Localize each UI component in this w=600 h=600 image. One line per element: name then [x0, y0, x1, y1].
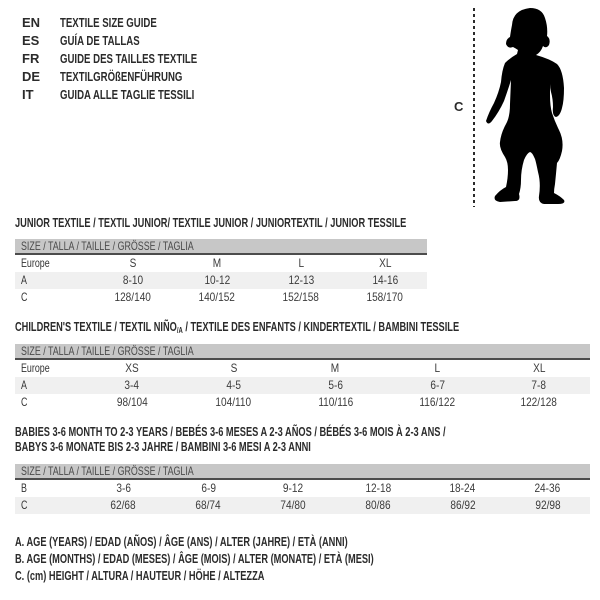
size-value-cell: 7-8	[531, 378, 547, 392]
junior-size-table	[15, 216, 427, 306]
babies-table-header-bar: SIZE / TALLA / TAILLE / GRÖSSE / TAGLIA	[15, 464, 590, 480]
language-code: ES	[22, 33, 40, 48]
size-value-cell: 104/110	[215, 395, 252, 409]
size-value-cell: 12-18	[365, 481, 391, 495]
junior-row-europe	[15, 255, 427, 272]
size-value-cell: M	[212, 256, 222, 270]
row-label: A	[21, 378, 27, 392]
size-value-cell: XL	[532, 361, 546, 375]
children-table-rows	[15, 360, 590, 411]
size-value-cell: 152/158	[282, 290, 320, 304]
language-title-row	[22, 50, 245, 68]
size-value-cell: S	[129, 256, 137, 270]
language-guide-title: GUIDE DES TAILLES TEXTILE	[60, 51, 198, 66]
baby-silhouette-path	[486, 8, 564, 204]
size-value-cell: 6-9	[200, 481, 216, 495]
measure-footnotes	[15, 534, 500, 585]
language-title-row	[22, 32, 245, 50]
size-value-cell: 116/122	[419, 395, 456, 409]
babies-row-c	[15, 497, 590, 514]
size-value-cell: S	[230, 361, 238, 375]
height-measure-label: C	[454, 99, 464, 114]
children-row-c	[15, 394, 590, 411]
size-value-cell: 5-6	[328, 378, 343, 392]
children-row-a	[15, 377, 590, 394]
size-value-cell: 3-6	[116, 481, 131, 495]
size-value-cell: L	[434, 361, 441, 375]
row-label: A	[21, 273, 27, 287]
children-size-table	[15, 320, 590, 411]
babies-table-title: BABIES 3-6 MONTH TO 2-3 YEARS / BEBÉS 3-6 MESES A 2-3 AÑOS / BÉBÉS 3-6 MOIS À 2-3 ANS / BABYS 3-6 MONATE BIS 2-3 JAHRE / BAMBINI 3-6 MESI A 2-3 ANNI	[15, 425, 446, 454]
babies-size-table	[15, 425, 590, 514]
language-code: FR	[22, 51, 40, 66]
size-value-cell: L	[298, 256, 304, 270]
junior-table-rows	[15, 255, 427, 306]
size-value-cell: 62/68	[110, 498, 137, 512]
size-value-cell: 122/128	[520, 395, 558, 409]
footnote-b: B. AGE (MONTHS) / EDAD (MESES) / ÂGE (MOIS) / ALTER (MONATE) / ETÀ (MESI)	[15, 552, 374, 566]
row-label: B	[21, 481, 27, 495]
row-label: C	[21, 498, 28, 512]
children-table-title: CHILDREN'S TEXTILE / TEXTIL $NIÑO_{/A}$ / TEXTILE DES ENFANTS / KINDERTEXTIL / BAMBINI TESSILE	[15, 320, 460, 335]
children-row-europe	[15, 360, 590, 377]
language-title-row	[22, 14, 245, 32]
size-value-cell: 9-12	[282, 481, 304, 495]
language-title-row	[22, 86, 245, 104]
size-value-cell: 158/170	[366, 290, 404, 304]
size-value-cell: 128/140	[114, 290, 152, 304]
size-value-cell: 140/152	[198, 290, 236, 304]
footnote-c: C. (cm) HEIGHT / ALTURA / HAUTEUR / HÖHE / ALTEZZA	[15, 569, 265, 583]
baby-silhouette-image	[480, 0, 600, 220]
row-label: Europe	[21, 256, 50, 270]
size-value-cell: 92/98	[534, 498, 561, 512]
size-value-cell: 4-5	[226, 378, 241, 392]
row-label: C	[21, 290, 28, 304]
size-value-cell: M	[331, 361, 340, 375]
junior-row-a	[15, 272, 427, 289]
children-table-header-bar: SIZE / TALLA / TAILLE / GRÖSSE / TAGLIA	[15, 344, 590, 360]
language-title-row	[22, 68, 245, 86]
gender-subscript: /A	[176, 326, 183, 335]
size-value-cell: 110/116	[318, 395, 353, 409]
size-value-cell: 74/80	[280, 498, 306, 512]
row-label: Europe	[21, 361, 50, 375]
size-value-cell: 80/86	[365, 498, 391, 512]
language-title-list	[22, 14, 245, 104]
size-value-cell: 86/92	[450, 498, 476, 512]
language-guide-title: GUIDA ALLE TAGLIE TESSILI	[60, 87, 195, 102]
size-value-cell: 98/104	[116, 395, 148, 409]
junior-table-header-bar: SIZE / TALLA / TAILLE / GRÖSSE / TAGLIA	[15, 239, 427, 255]
size-value-cell: XL	[378, 256, 392, 270]
size-value-cell: 68/74	[195, 498, 221, 512]
babies-row-b	[15, 480, 590, 497]
size-value-cell: 10-12	[204, 273, 230, 287]
language-guide-title: TEXTILE SIZE GUIDE	[60, 15, 157, 30]
footnote-a: A. AGE (YEARS) / EDAD (AÑOS) / ÂGE (ANS) / ALTER (JAHRE) / ETÀ (ANNI)	[15, 535, 348, 549]
size-value-cell: XS	[125, 361, 139, 375]
size-value-cell: 24-36	[534, 481, 561, 495]
language-guide-title: TEXTILGRÖßENFÜHRUNG	[60, 69, 183, 84]
height-dashed-line	[473, 8, 475, 207]
language-guide-title: GUÍA DE TALLAS	[60, 33, 140, 48]
row-label: C	[21, 395, 28, 409]
babies-table-rows	[15, 480, 590, 514]
language-code: DE	[22, 69, 41, 84]
size-value-cell: 18-24	[449, 481, 476, 495]
size-value-cell: 8-10	[122, 273, 144, 287]
language-code: EN	[22, 15, 41, 30]
size-value-cell: 12-13	[288, 273, 314, 287]
size-value-cell: 14-16	[372, 273, 398, 287]
junior-table-title: JUNIOR TEXTILE / TEXTIL JUNIOR/ TEXTILE JUNIOR / JUNIORTEXTIL / JUNIOR TESSILE	[15, 216, 407, 230]
language-code: IT	[22, 87, 34, 102]
size-value-cell: 6-7	[429, 378, 445, 392]
size-value-cell: 3-4	[124, 378, 140, 392]
junior-row-c	[15, 289, 427, 306]
baby-figure	[446, 0, 600, 220]
